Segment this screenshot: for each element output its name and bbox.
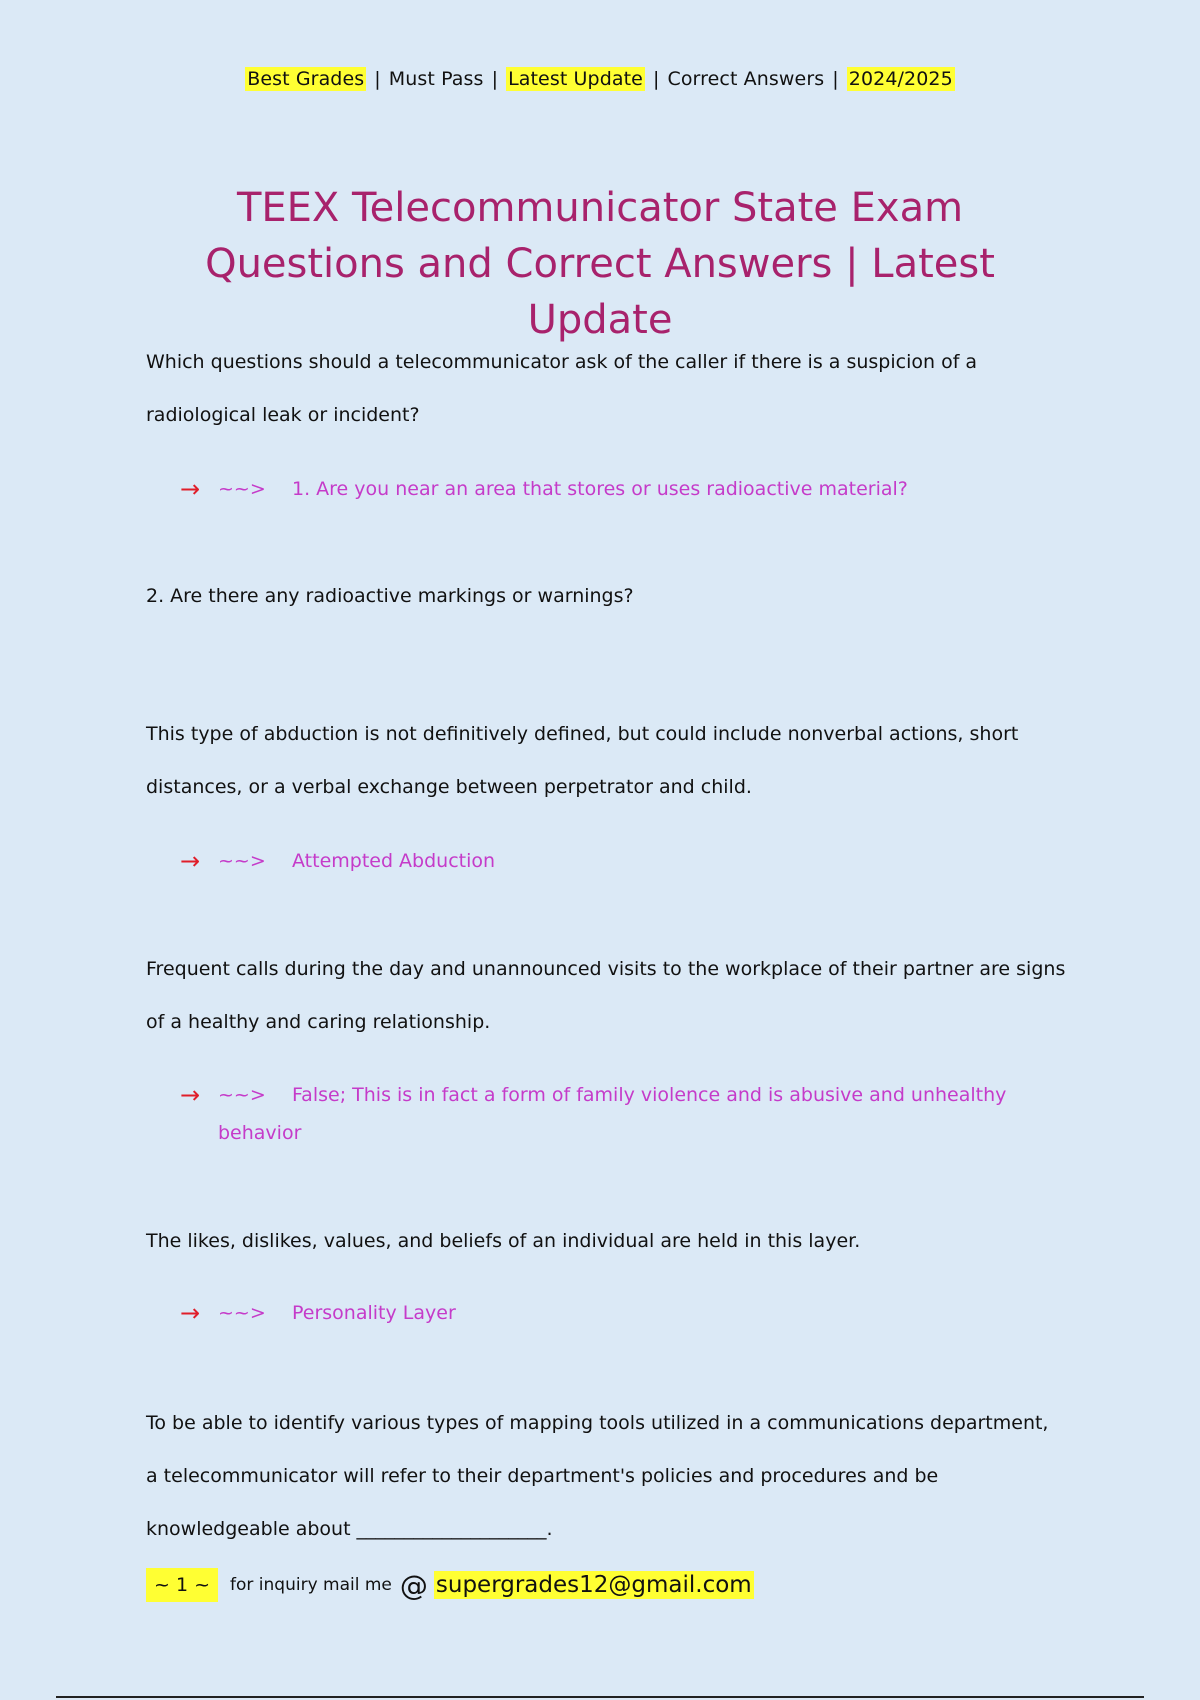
arrow-icon: → xyxy=(180,1081,201,1109)
header-tagline xyxy=(0,68,1200,90)
answer-3 xyxy=(180,1076,1030,1152)
page-number: ~ 1 ~ xyxy=(146,1568,218,1602)
arrow-icon: → xyxy=(180,847,201,875)
at-symbol: @ xyxy=(399,1568,428,1602)
answer-marker: ~~> xyxy=(218,1302,266,1324)
answer-marker: ~~> xyxy=(218,850,266,872)
question-5: To be able to identify various types of mapping tools utilized in a communications department, a telecommunicator will refer to their department's policies and procedures and be knowledgeable about ____________________. xyxy=(146,1412,1049,1540)
bottom-divider xyxy=(56,1696,1144,1698)
answer-marker: ~~> xyxy=(218,478,266,500)
header-item-latest-update: Latest Update xyxy=(508,68,643,90)
question-4: The likes, dislikes, values, and beliefs of an individual are held in this layer. xyxy=(146,1230,861,1252)
header-item-year: 2024/2025 xyxy=(848,68,953,90)
contact-email[interactable]: supergrades12@gmail.com xyxy=(435,1572,752,1598)
question-2: This type of abduction is not definitively defined, but could include nonverbal actions, short distances, or a verbal exchange between perpetrator and child. xyxy=(146,723,1019,798)
answer-text-continued: behavior xyxy=(218,1122,302,1144)
answer-marker: ~~> xyxy=(218,1084,266,1106)
question-3: Frequent calls during the day and unannounced visits to the workplace of their partner are signs of a healthy and caring relationship. xyxy=(146,958,1066,1033)
answer-2 xyxy=(180,842,1030,880)
page-title: TEEX Telecommunicator State Exam Questions and Correct Answers | Latest Update xyxy=(205,185,995,343)
header-item-correct-answers: Correct Answers xyxy=(667,68,825,90)
arrow-icon: → xyxy=(180,475,201,503)
answer-1 xyxy=(180,470,1030,508)
answer-text: Personality Layer xyxy=(292,1302,456,1324)
answer-4 xyxy=(180,1294,1030,1332)
question-1: Which questions should a telecommunicator ask of the caller if there is a suspicion of a radiological leak or incident? xyxy=(146,351,978,426)
footer xyxy=(146,1568,754,1602)
arrow-icon: → xyxy=(180,1299,201,1327)
header-separator: | xyxy=(832,68,839,90)
header-separator: | xyxy=(491,68,499,90)
answer-text: Attempted Abduction xyxy=(292,850,496,872)
inquiry-text: for inquiry mail me xyxy=(230,1575,392,1595)
header-item-best-grades: Best Grades xyxy=(247,68,365,90)
answer-text: False; This is in fact a form of family violence and is abusive and unhealthy xyxy=(292,1084,1007,1106)
answer-text: 1. Are you near an area that stores or uses radioactive material? xyxy=(292,478,908,500)
header-separator: | xyxy=(652,68,660,90)
header-item-must-pass: Must Pass xyxy=(388,68,484,90)
header-separator: | xyxy=(374,68,381,90)
answer-1-followup: 2. Are there any radioactive markings or warnings? xyxy=(146,585,634,607)
